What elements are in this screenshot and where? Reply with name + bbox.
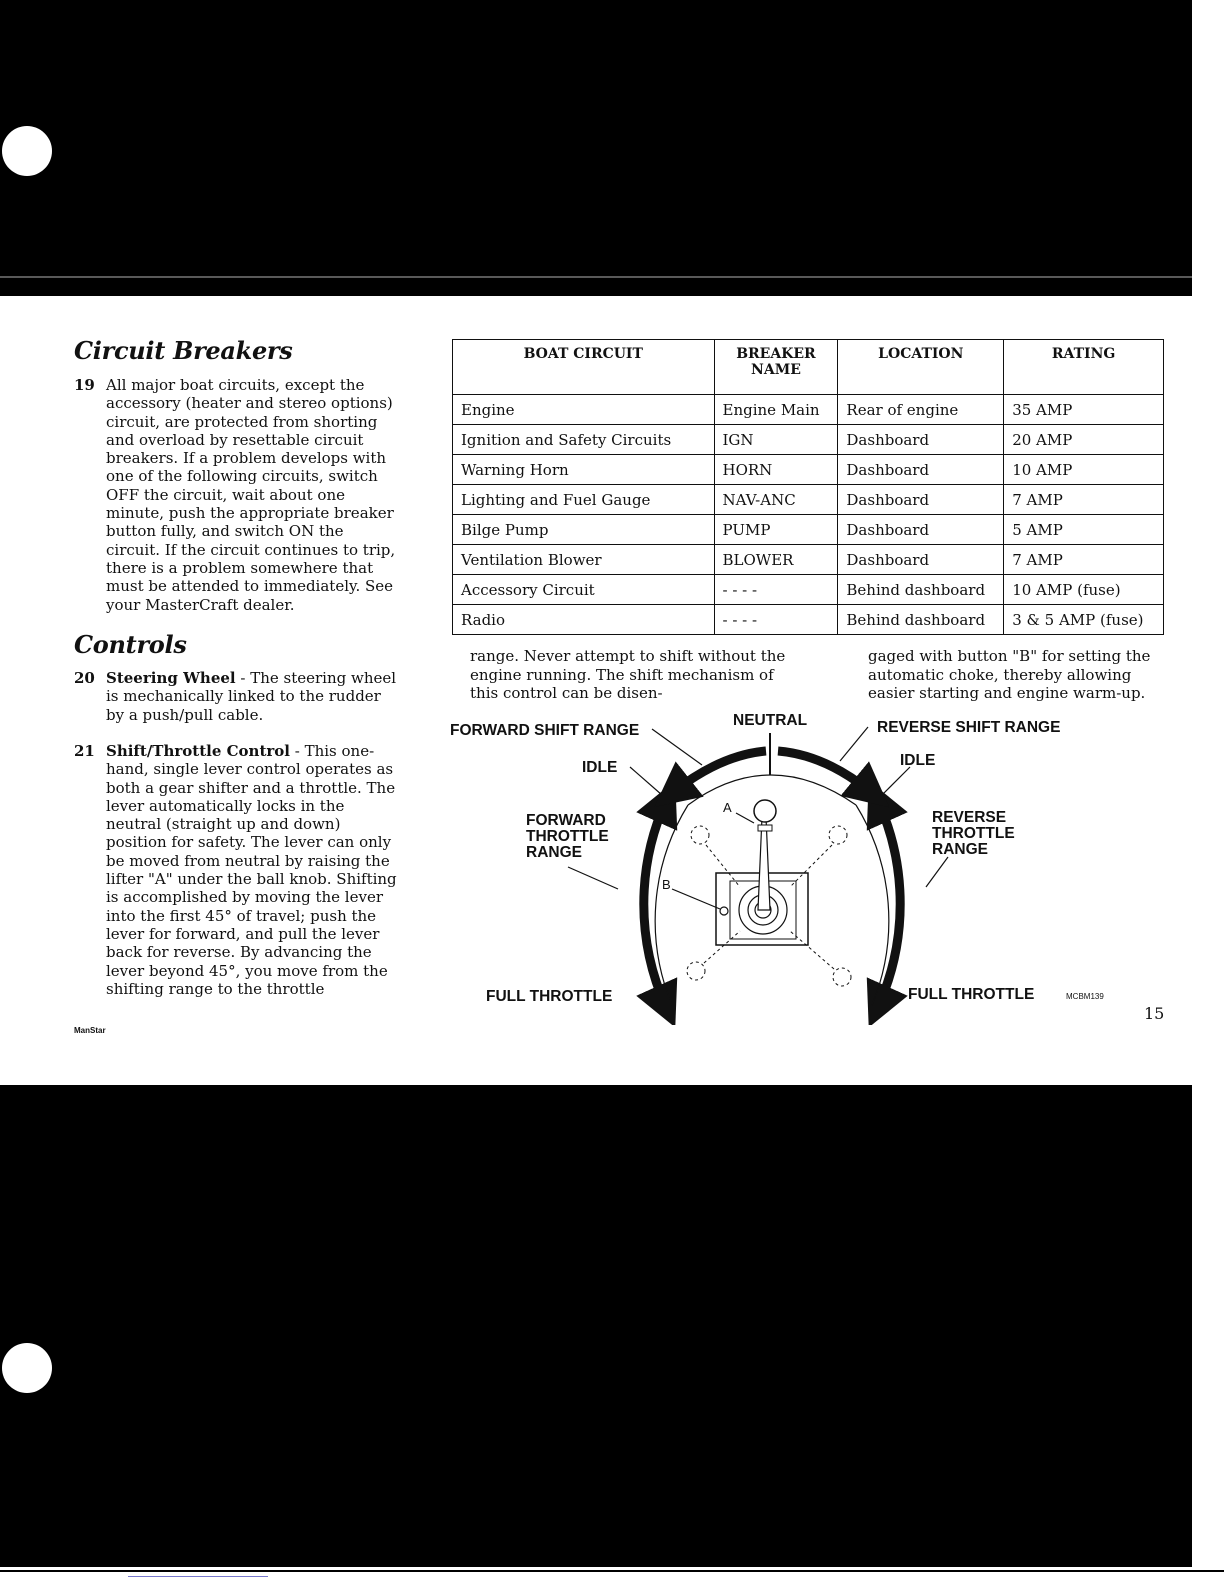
table-row (453, 395, 1164, 425)
inner-arc-top (688, 775, 856, 805)
table-cell: BLOWER (714, 545, 838, 575)
leader-idle-right (882, 767, 910, 795)
label-line: REVERSE (932, 809, 1007, 826)
circuit-breakers-heading: Circuit Breakers (74, 336, 293, 365)
table-cell: Accessory Circuit (453, 575, 715, 605)
leader-forward-throttle (568, 867, 618, 889)
table-cell: Rear of engine (838, 395, 1004, 425)
label-line: RANGE (932, 841, 988, 858)
table-cell: - - - - (714, 575, 838, 605)
label-reverse-shift-range: REVERSE SHIFT RANGE (877, 719, 1061, 736)
paragraph-21 (74, 742, 404, 1002)
table-cell: 3 & 5 AMP (fuse) (1004, 605, 1164, 635)
inner-arc-left (655, 805, 688, 1005)
label-forward-throttle-range (526, 813, 609, 861)
table-cell: HORN (714, 455, 838, 485)
label-line: FORWARD (526, 812, 606, 829)
table-cell: 7 AMP (1004, 485, 1164, 515)
table-cell: 10 AMP (fuse) (1004, 575, 1164, 605)
table-row (453, 575, 1164, 605)
label-neutral: NEUTRAL (733, 712, 808, 729)
table-cell: 5 AMP (1004, 515, 1164, 545)
column-text-3: gaged with button "B" for setting the automatic choke, thereby allowing easier starting and engine warm-up. (868, 647, 1151, 702)
label-b: B (662, 877, 671, 892)
lifter-a (758, 825, 772, 831)
leader-reverse-throttle (926, 857, 948, 887)
header-rating: RATING (1004, 340, 1164, 395)
table-cell: - - - - (714, 605, 838, 635)
steering-wheel-term: Steering Wheel (106, 669, 236, 687)
bottom-scan-band (0, 1085, 1192, 1567)
page-number: 15 (1144, 1004, 1165, 1023)
ghost-knob-reverse-idle (829, 826, 847, 844)
footer-brand: ManStar (74, 1026, 106, 1035)
table-cell: 35 AMP (1004, 395, 1164, 425)
table-cell: 10 AMP (1004, 455, 1164, 485)
table-cell: NAV-ANC (714, 485, 838, 515)
button-b (720, 907, 728, 915)
punch-hole-bottom (2, 1343, 52, 1393)
top-rule (0, 276, 1224, 278)
label-reverse-throttle-range (932, 810, 1015, 858)
punch-hole-top (2, 126, 52, 176)
label-idle-left: IDLE (582, 759, 618, 776)
label-line: THROTTLE (526, 828, 609, 845)
label-full-throttle-right: FULL THROTTLE (908, 986, 1035, 1003)
table-cell: 7 AMP (1004, 545, 1164, 575)
table-cell: Dashboard (838, 455, 1004, 485)
table-cell: Ignition and Safety Circuits (453, 425, 715, 455)
label-line: RANGE (526, 844, 582, 861)
top-scan-band (0, 0, 1192, 296)
table-cell: Lighting and Fuel Gauge (453, 485, 715, 515)
table-cell: Dashboard (838, 485, 1004, 515)
ghost-lever-reverse-full (790, 931, 834, 969)
header-boat-circuit: BOAT CIRCUIT (453, 340, 715, 395)
table-row (453, 515, 1164, 545)
figure-id: MCBM139 (1066, 992, 1104, 1001)
ghost-lever-reverse-idle (790, 845, 832, 887)
table-cell: IGN (714, 425, 838, 455)
table-header-row (453, 340, 1164, 395)
label-line: THROTTLE (932, 825, 1015, 842)
label-idle-right: IDLE (900, 752, 936, 769)
table-row (453, 485, 1164, 515)
ghost-knob-reverse-full (833, 968, 851, 986)
table-row (453, 425, 1164, 455)
table-cell: Dashboard (838, 425, 1004, 455)
table-cell: Engine Main (714, 395, 838, 425)
paragraph-text: - This one-hand, single lever control operates as both a gear shifter and a throttle. The lever automatically locks in the neutral (straight up and down) position for safety. The lever can only be moved from neutral by raising the lifter "A" under the ball knob. Shifting is accomplished by moving the lever into the first 45° of travel; push the lever for forward, and pull the lever back for reverse. By advancing the lever beyond 45°, you move from the shifting range to the throttle (106, 742, 397, 998)
leader-forward-shift (652, 729, 702, 765)
ball-knob (754, 800, 776, 822)
column-text-2: range. Never attempt to shift without the engine running. The shift mechanism of this control can be disen- (470, 647, 786, 702)
label-full-throttle-left: FULL THROTTLE (486, 988, 613, 1005)
paragraph-number: 20 (74, 669, 95, 687)
leader-idle-left (630, 767, 662, 795)
controls-heading: Controls (74, 630, 187, 659)
leader-a (736, 813, 754, 823)
table-cell: Behind dashboard (838, 575, 1004, 605)
label-a: A (723, 800, 732, 815)
shift-throttle-diagram (440, 705, 1160, 1025)
paragraph-number: 21 (74, 742, 95, 760)
table-cell: Bilge Pump (453, 515, 715, 545)
header-breaker-name: BREAKER NAME (714, 340, 838, 395)
paragraph-20 (74, 669, 404, 729)
table-row (453, 455, 1164, 485)
bottom-edge-line (0, 1570, 1224, 1572)
paragraph-19 (74, 376, 404, 616)
table-cell: PUMP (714, 515, 838, 545)
breaker-table (452, 339, 1164, 635)
inner-arc-right (856, 805, 889, 1005)
table-cell: Radio (453, 605, 715, 635)
paragraph-text: - The steering wheel is mechanically linked to the rudder by a push/pull cable. (106, 669, 397, 724)
leader-reverse-shift (840, 727, 868, 761)
table-cell: Warning Horn (453, 455, 715, 485)
ghost-knob-forward-full (687, 962, 705, 980)
table-cell: 20 AMP (1004, 425, 1164, 455)
table-row (453, 605, 1164, 635)
bottom-edge-accent (128, 1576, 268, 1577)
paragraph-text: All major boat circuits, except the accessory (heater and stereo options) circuit, are protected from shorting and overload by resettable circuit breakers. If a problem develops with one of the following circuits, switch OFF the circuit, wait about one minute, push the appropriate breaker button fully, and switch ON the circuit. If the circuit continues to trip, there is a problem somewhere that must be attended to immediately. See your MasterCraft dealer. (106, 376, 396, 614)
paragraph-number: 19 (74, 376, 95, 394)
diagram-artwork (440, 705, 1160, 1025)
table-cell: Dashboard (838, 515, 1004, 545)
table-cell: Behind dashboard (838, 605, 1004, 635)
leader-b (672, 889, 720, 909)
table-cell: Engine (453, 395, 715, 425)
shift-throttle-term: Shift/Throttle Control (106, 742, 290, 760)
table-cell: Ventilation Blower (453, 545, 715, 575)
ghost-knob-forward-idle (691, 826, 709, 844)
label-forward-shift-range: FORWARD SHIFT RANGE (450, 722, 640, 739)
table-row (453, 545, 1164, 575)
header-location: LOCATION (838, 340, 1004, 395)
table-cell: Dashboard (838, 545, 1004, 575)
